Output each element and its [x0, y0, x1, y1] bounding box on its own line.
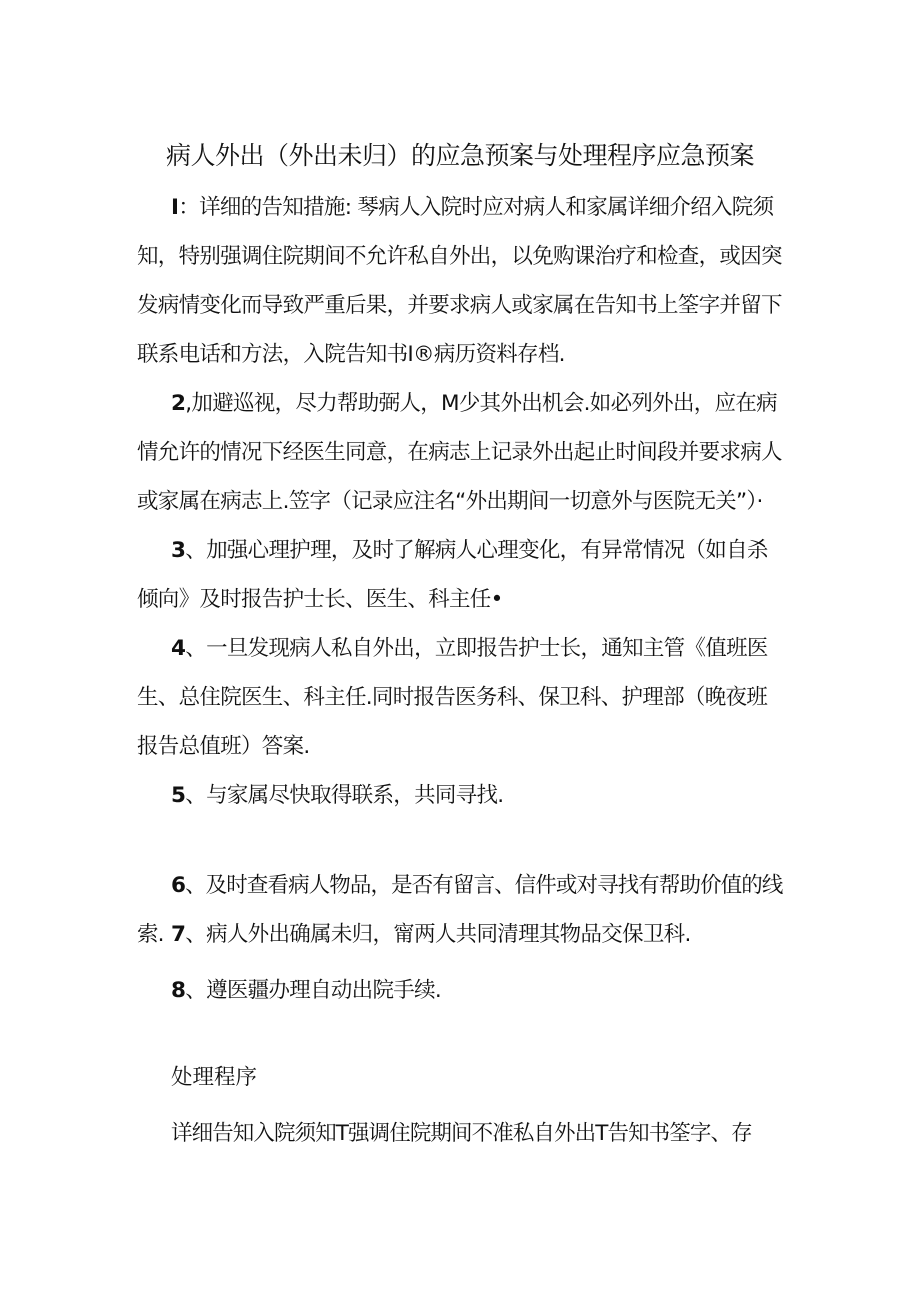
- item-number: 6: [171, 873, 186, 898]
- item-text: 、一旦发现病人私自外出，立即报告护士长，通知主管《值班医生、总住院医生、科主任.同时报告医务科、保卫科、护理部（晚夜班报告总值班）答案.: [137, 636, 768, 759]
- item-number: 4: [171, 636, 186, 661]
- item-number: 5: [171, 783, 186, 808]
- item-text: ：详细的告知措施: 琴病人入院时应对病人和家属详细介绍入院须知，特别强调住院期间不允许私自外出，以免购课治疗和检查，或因突发病情变化而导致严重后果，并要求病人或家属在告知书上筌字并留下联系电话和方法，入院告知书I®病历资料存档.: [137, 195, 782, 367]
- item-text: 、病人外出确属未归，甯两人共同清理其物品交保卫科.: [185, 922, 691, 947]
- item-3: [137, 526, 787, 624]
- item-text: 、与家属尽快取得联系，共同寻找.: [185, 783, 504, 808]
- item-text: ,加避巡视，尽力帮助弼人，M少其外出机会.如必列外出，应在病情允许的情况下经医生同意，在病志上记录外出起止时间段并要求病人或家属在病志上.笠字（记录应注名“外出期间一切意外与医院无关”）·: [137, 391, 782, 514]
- item-4: [137, 624, 787, 771]
- item-number: 3: [171, 538, 186, 563]
- item-number: 7: [171, 922, 186, 947]
- process-flow-text: 详细告知入院须知T强调住院期间不准私自外出T告知书筌字、存: [171, 1121, 752, 1146]
- item-number: 2: [171, 391, 186, 416]
- item-text: 、及时查看病人物品，是否有留言、信件或对寻找有帮助价值的线索.: [137, 873, 783, 947]
- document-title: 病人外出（外出未归）的应急预案与处理程序应急预案: [165, 141, 754, 170]
- item-number: 8: [171, 978, 186, 1003]
- item-text: 、遵医疆办理自动出院手续.: [185, 978, 442, 1003]
- item-number: I: [171, 195, 179, 220]
- item-text: 、加强心理护理，及时了解病人心理变化，有异常情况（如自杀倾向》及时报告护士长、医生、科主任•: [137, 538, 768, 612]
- item-1: [137, 183, 787, 379]
- section-heading: 处理程序: [171, 1065, 258, 1090]
- item-5: [137, 771, 787, 820]
- item-7: [137, 910, 787, 959]
- item-8: [137, 966, 787, 1015]
- item-2: [137, 379, 787, 526]
